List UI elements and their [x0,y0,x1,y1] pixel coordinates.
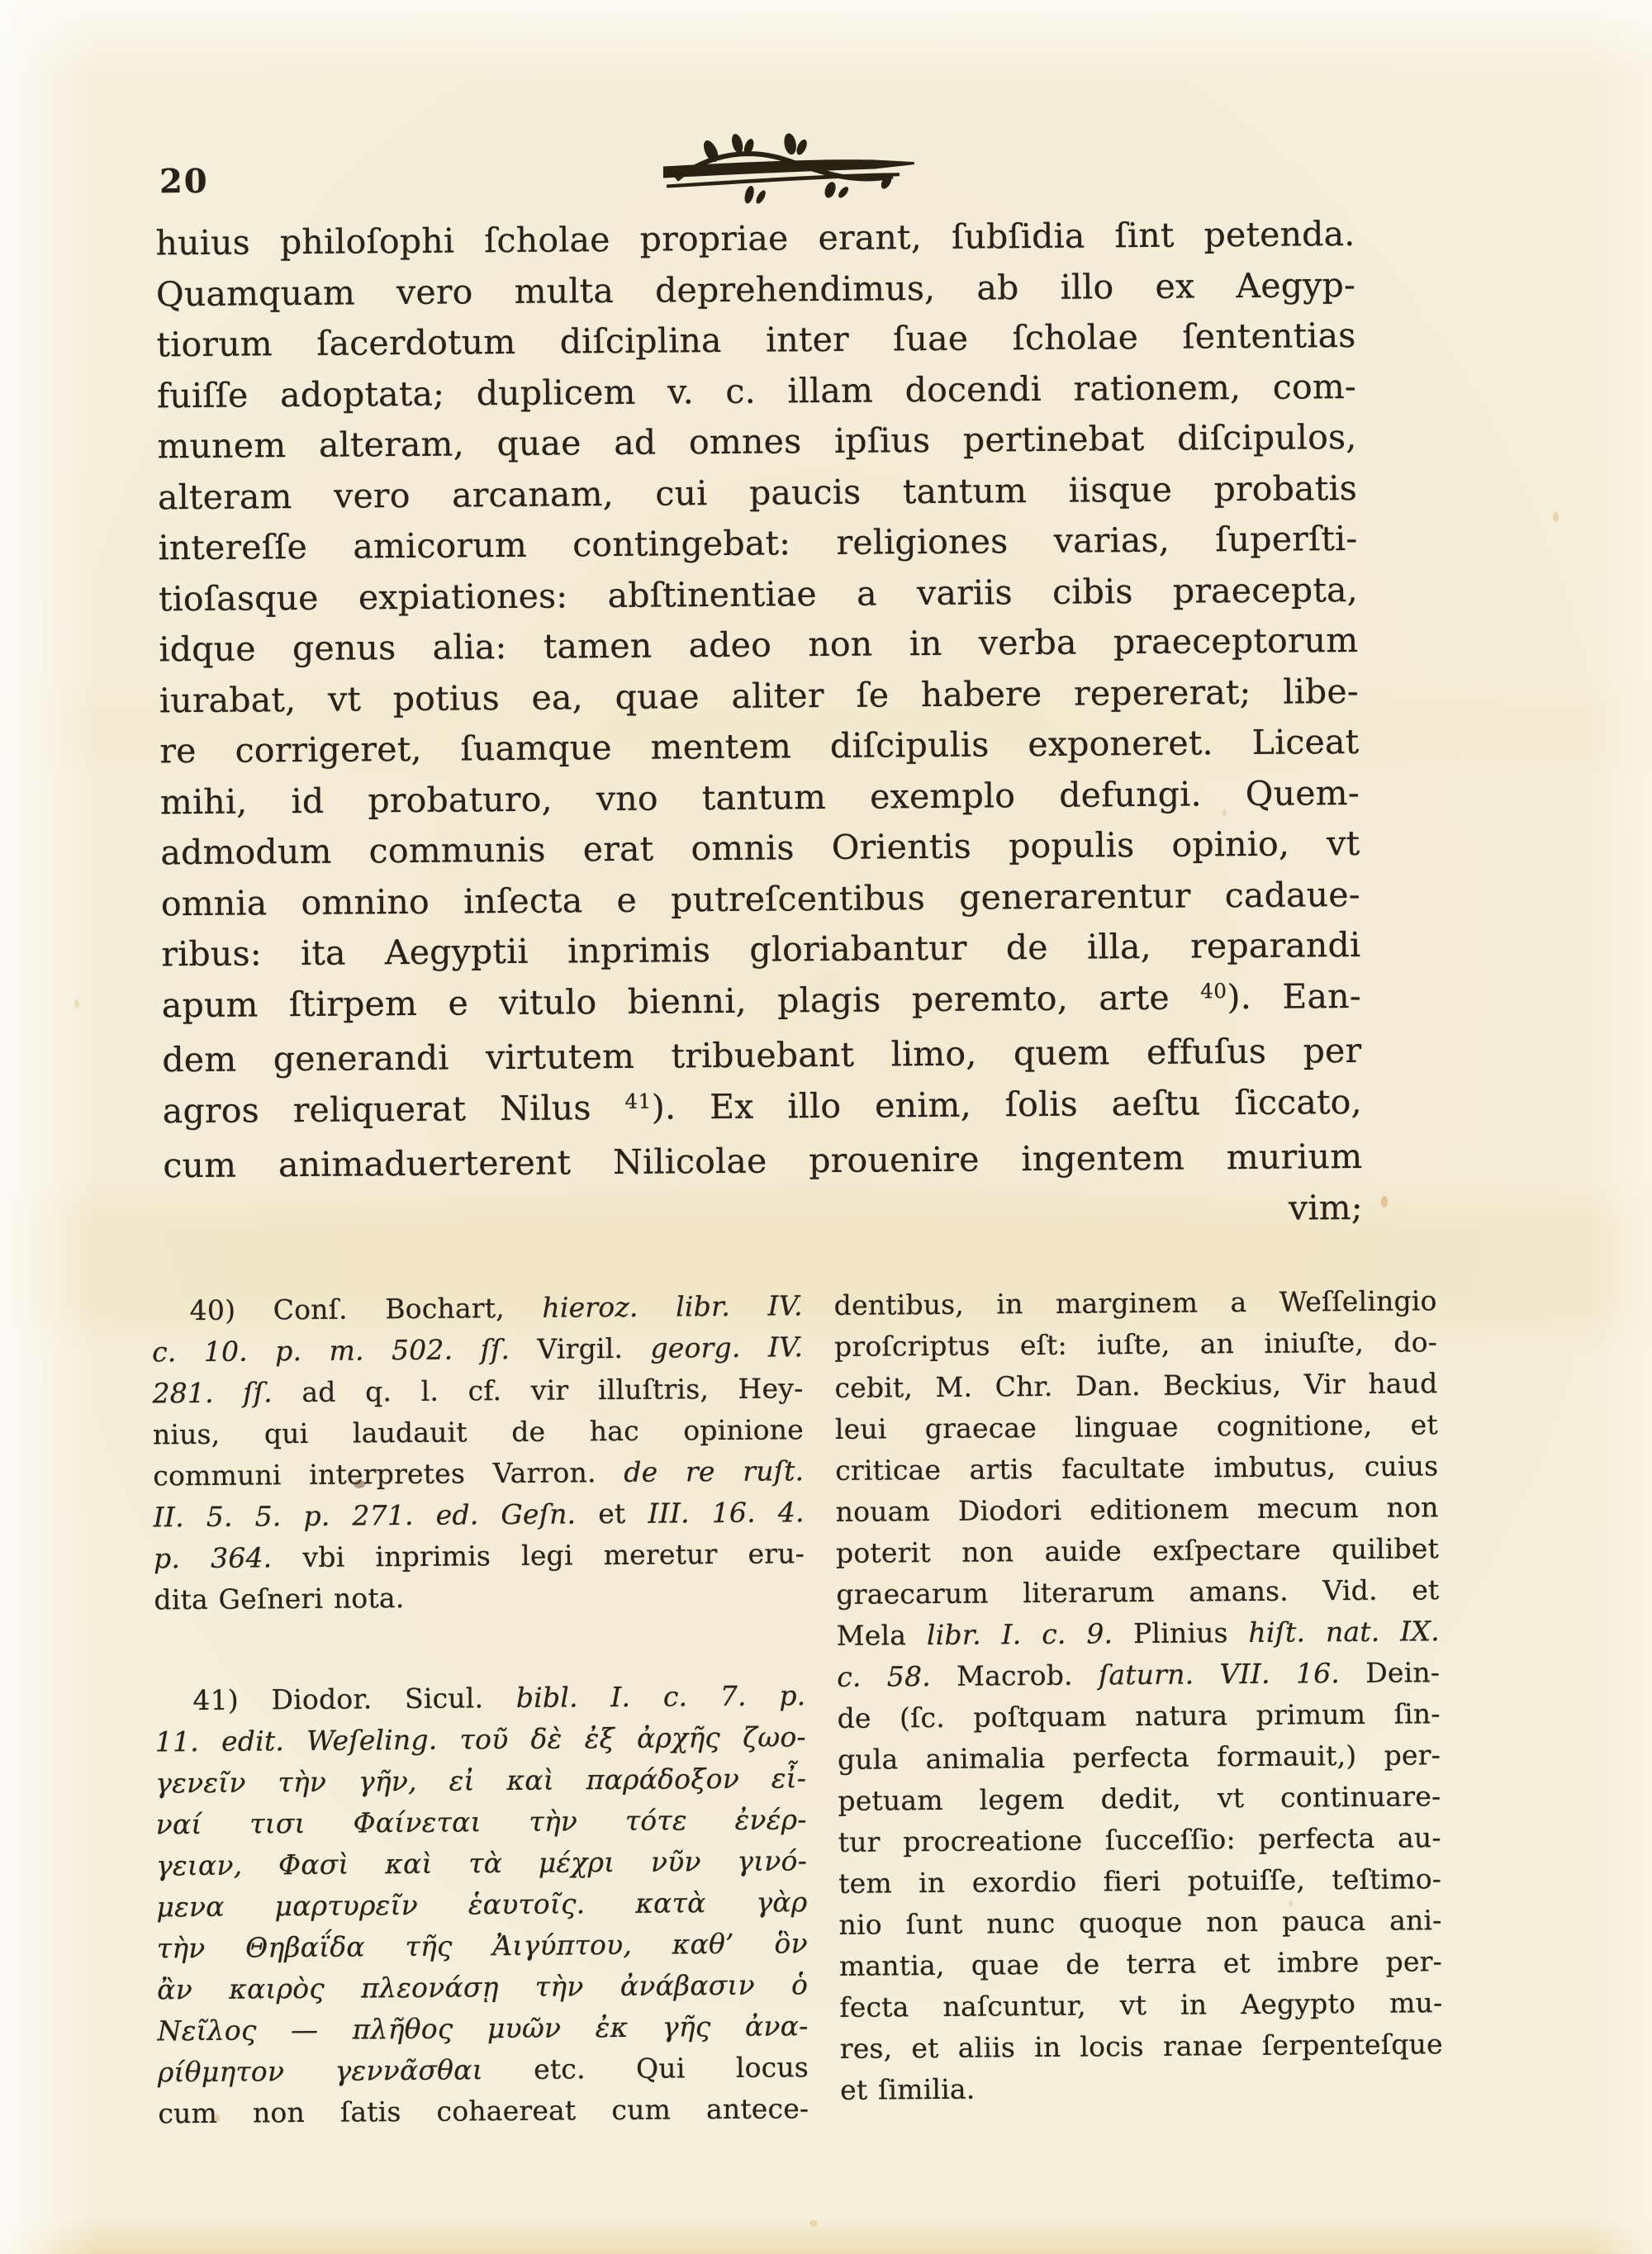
text-line [837,1693,1440,1739]
text-line [834,1363,1437,1409]
text-segment: munem alteram, quae ad omnes ipſius pertinebat diſcipulos, [157,416,1357,467]
text-segment: intereſſe amicorum contingebat: religiones varias, ſuperſti- [158,518,1358,568]
footnote-gap [154,1616,806,1680]
text-line [162,1026,1361,1086]
text-segment: etc. Qui locus [482,2051,809,2086]
text-segment: leui graecae linguae cognitione, et [834,1408,1439,1445]
text-segment: et ſimilia. [840,2072,976,2106]
text-line [835,1487,1438,1533]
text-segment: huius philoſophi ſcholae propriae erant, ſubſidia ſint petenda. [155,213,1355,263]
text-segment: μενα μαρτυρεῖν ἑαυτοῖς. κατὰ γὰρ [156,1886,808,1924]
footnote-41 [154,1675,809,2134]
text-segment: cum animaduerterent Nilicolae prouenire ingentem murium [163,1136,1363,1186]
text-segment: ſaturn. VII. 16. [1098,1657,1341,1692]
text-segment: γειαν, Φασὶ καὶ τὰ μέχρι νῦν γινό- [155,1844,808,1882]
text-segment: tur procreatione ſucceſſio: perfecta au- [838,1821,1441,1858]
text-segment: ἂν καιρὸς πλεονάσῃ τὴν ἀνάβασιν ὁ [157,1968,809,2006]
text-line [838,1817,1441,1863]
text-segment: ). Ean- [1227,975,1361,1017]
text-segment: communi interpretes Varron. [153,1455,624,1492]
text-line [838,1776,1441,1822]
text-segment: de (ſc. poſtquam natura primum ſin- [837,1697,1441,1734]
text-segment: petuam legem dedit, vt continuare- [838,1780,1441,1817]
text-segment: γενεῖν τὴν γῆν, εἰ καὶ παράδοξον εἶ- [155,1762,807,1800]
text-segment: 11. edit. Weſeling. [154,1723,460,1758]
text-segment: III. 16. 4. [648,1496,805,1530]
text-segment: ναί τισι Φαίνεται τὴν τότε ἐνέρ- [155,1803,807,1841]
text-segment: τοῦ δὲ ἐξ ἀρχῆς ζωο- [459,1720,806,1756]
text-segment: ribus: ita Aegyptii inprimis gloriabantur de illa, reparandi [161,924,1361,975]
text-segment: 41) Diodor. Sicul. [192,1681,516,1717]
text-segment: Macrob. [930,1658,1099,1693]
text-segment: cebit, M. Chr. Dan. Beckius, Vir haud [834,1367,1438,1404]
text-line [153,1492,804,1538]
text-line [156,1840,807,1886]
text-line [163,1076,1362,1141]
text-line [157,1923,808,1969]
text-line [834,1322,1437,1368]
text-line [157,1964,808,2010]
text-segment: nius, qui laudauit de hac opinione [152,1413,805,1451]
text-line [162,970,1361,1035]
text-line [158,463,1357,523]
text-segment: Plinius [1113,1616,1249,1650]
text-line [152,1326,803,1373]
text-line [155,1758,806,1804]
text-line [839,1982,1442,2029]
text-segment: τὴν Θηβαΐδα τῆς Ἀιγύπτου, καθ’ ὃν [156,1927,808,1965]
text-segment: fuiſſe adoptata; duplicem v. c. illam docendi rationem, com- [156,366,1357,415]
text-segment: re corrigeret, ſuamque mentem diſcipulis exponeret. Liceat [159,721,1360,771]
text-segment: hiſt. nat. IX. [1248,1615,1440,1649]
text-segment: ad q. l. cf. vir illuſtris, Hey- [272,1372,804,1409]
text-segment: agros reliquerat Nilus [162,1087,625,1131]
text-segment: c. 10. p. m. 502. ſſ. [151,1333,510,1369]
text-line [152,1285,803,1331]
text-line [835,1404,1438,1450]
text-line [154,1533,805,1579]
twig-ornament-icon [652,130,925,211]
text-segment: mantia, quae de terra et imbre per- [838,1945,1443,1982]
text-line [158,514,1357,574]
text-line [159,717,1359,777]
text-line [155,1799,806,1845]
text-segment: dita Geſneri nota. [154,1582,405,1616]
text-segment: dentibus, in marginem a Weſſelingio [833,1284,1437,1322]
text-segment: fecta naſcuntur, vt in Aegypto mu- [839,1986,1443,2024]
text-line [157,361,1356,421]
text-segment: 40) Conſ. Bochart, [189,1291,543,1327]
text-segment: vbi inprimis legi meretur eru- [272,1537,805,1574]
text-segment: Mela [836,1619,928,1652]
text-segment: tem in exordio fieri potuiſſe, teſtimo- [838,1863,1442,1900]
text-line [156,1881,807,1928]
footnote-40 [152,1285,805,1621]
text-line [159,615,1358,676]
text-segment: mihi, id probaturo, vno tantum exemplo defungi. Quem- [159,772,1360,822]
text-segment: tiorum ſacerdotum diſciplina inter ſuae ſcholae ſententias [156,315,1356,365]
text-segment: dem generandi virtutem tribuebant limo, quem effuſus per [162,1030,1362,1080]
footnote-marker: 41 [624,1089,652,1114]
text-segment: libr. I. c. 9. [926,1617,1113,1652]
footnote-marker: 40 [1200,979,1227,1004]
main-text-block [155,209,1363,1242]
text-segment: Quamquam vero multa deprehendimus, ab illo ex Aegyp- [155,264,1356,314]
text-line [837,1652,1440,1698]
text-line [838,1900,1441,1946]
text-segment: admodum communis erat omnis Orientis populis opinio, vt [160,823,1360,873]
text-line [157,2005,808,2052]
text-line [156,311,1355,371]
text-segment: ). Ex illo enim, ſolis aeſtu ſiccato, [651,1081,1362,1127]
text-segment: graecarum literarum amans. Vid. et [836,1573,1440,1611]
text-segment: alteram vero arcanam, cui paucis tantum iisque probatis [157,467,1358,517]
text-line [836,1528,1439,1574]
text-segment: bibl. I. c. 7. p. [515,1679,806,1714]
text-line [838,1858,1441,1905]
footnotes-right-column [834,1280,1444,2111]
text-segment: omnia omnino inſecta e putreſcentibus generarentur cadaue- [160,874,1360,923]
text-segment: proſcriptus eſt: iuſte, an iniuſte, do- [833,1326,1438,1363]
text-line [837,1611,1440,1657]
text-segment: apum ſtirpem e vitulo bienni, plagis peremto, arte [161,976,1201,1025]
text-line [161,869,1360,929]
text-line [840,2065,1443,2111]
text-segment: Dein- [1339,1656,1441,1690]
text-segment: cum non ſatis cohaereat cum antece- [158,2092,809,2130]
text-segment: II. 5. 5. p. 271. ed. Geſn. [153,1497,577,1534]
text-line [153,1450,804,1497]
text-line [840,2024,1443,2070]
text-segment: hieroz. libr. IV. [542,1289,803,1324]
text-segment: tioſasque expiationes: abſtinentiae a variis cibis praecepta, [158,569,1359,619]
footnotes-left-column [152,1285,809,2134]
text-line [157,412,1356,472]
text-segment: idque genus alia: tamen adeo non in verba praeceptorum [159,619,1359,670]
text-line [160,819,1360,879]
text-line [164,1182,1363,1242]
text-segment: Virgil. [509,1331,651,1366]
text-segment: poterit non auide exſpectare quilibet [835,1532,1440,1569]
text-line [838,1734,1441,1781]
text-line [163,1132,1362,1192]
text-line [161,920,1360,980]
text-segment: criticae artis facultate imbutus, cuius [835,1450,1439,1487]
text-segment: vim; [1288,1187,1363,1228]
text-line [154,1675,805,1721]
text-segment: de re ruſt. [624,1454,805,1488]
text-line [152,1368,803,1414]
text-segment: georg. IV. [650,1331,804,1364]
text-segment: c. 58. [837,1660,932,1693]
text-line [836,1569,1439,1616]
text-line [160,767,1360,828]
text-segment: iurabat, vt potius ea, quae aliter ſe habere repererat; libe- [159,671,1360,720]
text-segment: nouam Diodori editionem mecum non [835,1491,1439,1528]
text-segment: p. 364. [153,1541,273,1575]
text-segment: res, et aliis in locis ranae ſerpenteſque [839,2028,1443,2065]
text-line [154,1574,805,1621]
text-line [159,666,1359,726]
text-line [839,1941,1442,1987]
text-line [156,259,1355,320]
text-line [153,1409,804,1455]
text-line [158,2088,809,2134]
text-segment: gula animalia perfecta formauit,) per- [837,1739,1441,1776]
text-line [155,1716,806,1763]
text-segment: nio ſunt nunc quoque non pauca ani- [838,1904,1442,1941]
text-line [158,2047,809,2093]
text-segment: et [576,1497,648,1530]
text-line [834,1280,1437,1326]
text-segment: Νεῖλος — πλῆθος μυῶν ἐκ γῆς ἀνα- [157,2010,809,2048]
text-line [835,1445,1438,1492]
text-segment: ρίθμητον γεννᾶσθαι [157,2053,483,2089]
text-line [155,209,1355,269]
text-line [159,564,1358,624]
text-segment: 281. ſſ. [152,1376,273,1410]
page-number: 20 [159,161,209,202]
